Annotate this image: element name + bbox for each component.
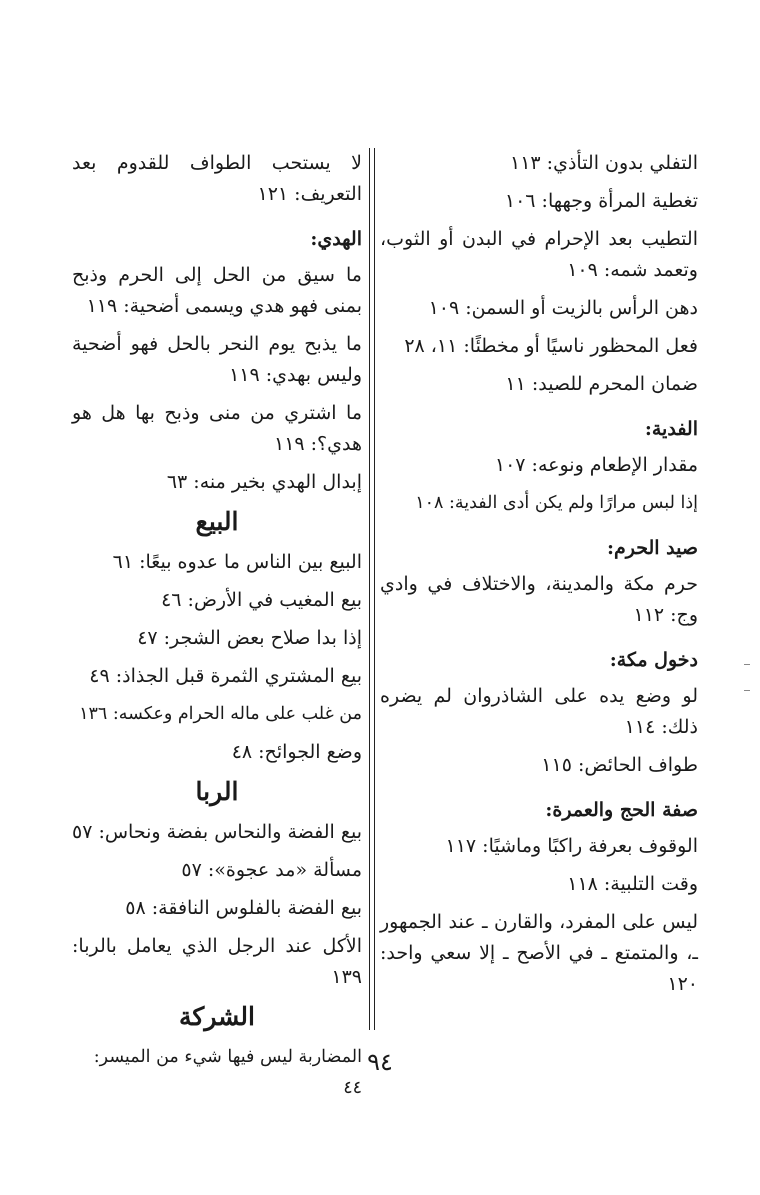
index-entry: إبدال الهدي بخير منه: ٦٣ [166, 471, 362, 493]
index-entry: وضع الجوائح: ٤٨ [231, 741, 362, 763]
index-entry: إذا بدا صلاح بعض الشجر: ٤٧ [137, 627, 362, 649]
scan-speck [744, 690, 750, 691]
index-entry: الأكل عند الرجل الذي يعامل بالربا: ١٣٩ [72, 935, 362, 988]
index-entry: بيع المغيب في الأرض: ٤٦ [161, 589, 362, 611]
scan-speck [744, 664, 750, 665]
index-entry: حرم مكة والمدينة، والاختلاف في وادي وج: ١١٢ [380, 573, 698, 626]
index-entry: ما اشتري من منى وذبح بها هل هو هدي؟: ١١٩ [72, 402, 362, 455]
index-entry: ما يذبح يوم النحر بالحل فهو أضحية وليس بهدي: ١١٩ [72, 333, 362, 386]
index-entry: الوقوف بعرفة راكبًا وماشيًا: ١١٧ [445, 835, 698, 857]
section-heading-sayd-alharam: صيد الحرم: [606, 537, 698, 559]
index-entry: لا يستحب الطواف للقدوم بعد التعريف: ١٢١ [72, 152, 362, 205]
index-entry: ما سيق من الحل إلى الحرم وذبح بمنى فهو هدي ويسمى أضحية: ١١٩ [72, 264, 362, 317]
index-entry: التطيب بعد الإحرام في البدن أو الثوب، وتعمد شمه: ١٠٩ [380, 228, 698, 281]
section-heading-dukhul-makka: دخول مكة: [609, 649, 698, 671]
index-entry: البيع بين الناس ما عدوه بيعًا: ٦١ [112, 551, 362, 573]
index-entry: بيع الفضة والنحاس بفضة ونحاس: ٥٧ [72, 821, 362, 843]
column-divider [369, 148, 375, 1030]
index-entry: وقت التلبية: ١١٨ [567, 873, 698, 895]
index-column-right [380, 148, 698, 1007]
section-heading-hady: الهدي: [310, 228, 362, 250]
index-entry: تغطية المرأة وجهها: ١٠٦ [504, 190, 698, 212]
index-entry: من غلب على ماله الحرام وعكسه: ١٣٦ [79, 704, 362, 724]
index-entry: بيع المشتري الثمرة قبل الجذاذ: ٤٩ [89, 665, 362, 687]
chapter-heading-shirka: الشركة [179, 1002, 255, 1031]
section-heading-sifat-alhajj: صفة الحج والعمرة: [545, 799, 698, 821]
index-entry: طواف الحائض: ١١٥ [541, 754, 698, 776]
index-entry: مقدار الإطعام ونوعه: ١٠٧ [494, 454, 698, 476]
chapter-heading-riba: الربا [195, 777, 239, 806]
chapter-heading-bay: البيع [195, 507, 239, 536]
index-entry: بيع الفضة بالفلوس النافقة: ٥٨ [125, 897, 362, 919]
index-entry: دهن الرأس بالزيت أو السمن: ١٠٩ [428, 297, 698, 319]
index-entry: التفلي بدون التأذي: ١١٣ [510, 152, 698, 174]
index-entry: فعل المحظور ناسيًا أو مخطئًا: ١١، ٢٨ [404, 335, 698, 357]
index-entry: ليس على المفرد، والقارن ـ عند الجمهور ـ، والمتمتع ـ في الأصح ـ إلا سعي واحد: ١٢٠ [380, 911, 698, 995]
index-entry: ضمان المحرم للصيد: ١١ [505, 373, 698, 395]
index-entry: المضاربة ليس فيها شيء من الميسر: ٤٤ [93, 1047, 362, 1098]
index-entry: مسألة «مد عجوة»: ٥٧ [181, 859, 362, 881]
index-column-left [72, 148, 362, 1111]
page-number: ٩٤ [367, 1048, 393, 1076]
index-entry: لو وضع يده على الشاذروان لم يضره ذلك: ١١٤ [380, 685, 698, 738]
section-heading-fidya: الفدية: [644, 418, 698, 440]
index-entry: إذا لبس مرارًا ولم يكن أدى الفدية: ١٠٨ [415, 493, 698, 513]
